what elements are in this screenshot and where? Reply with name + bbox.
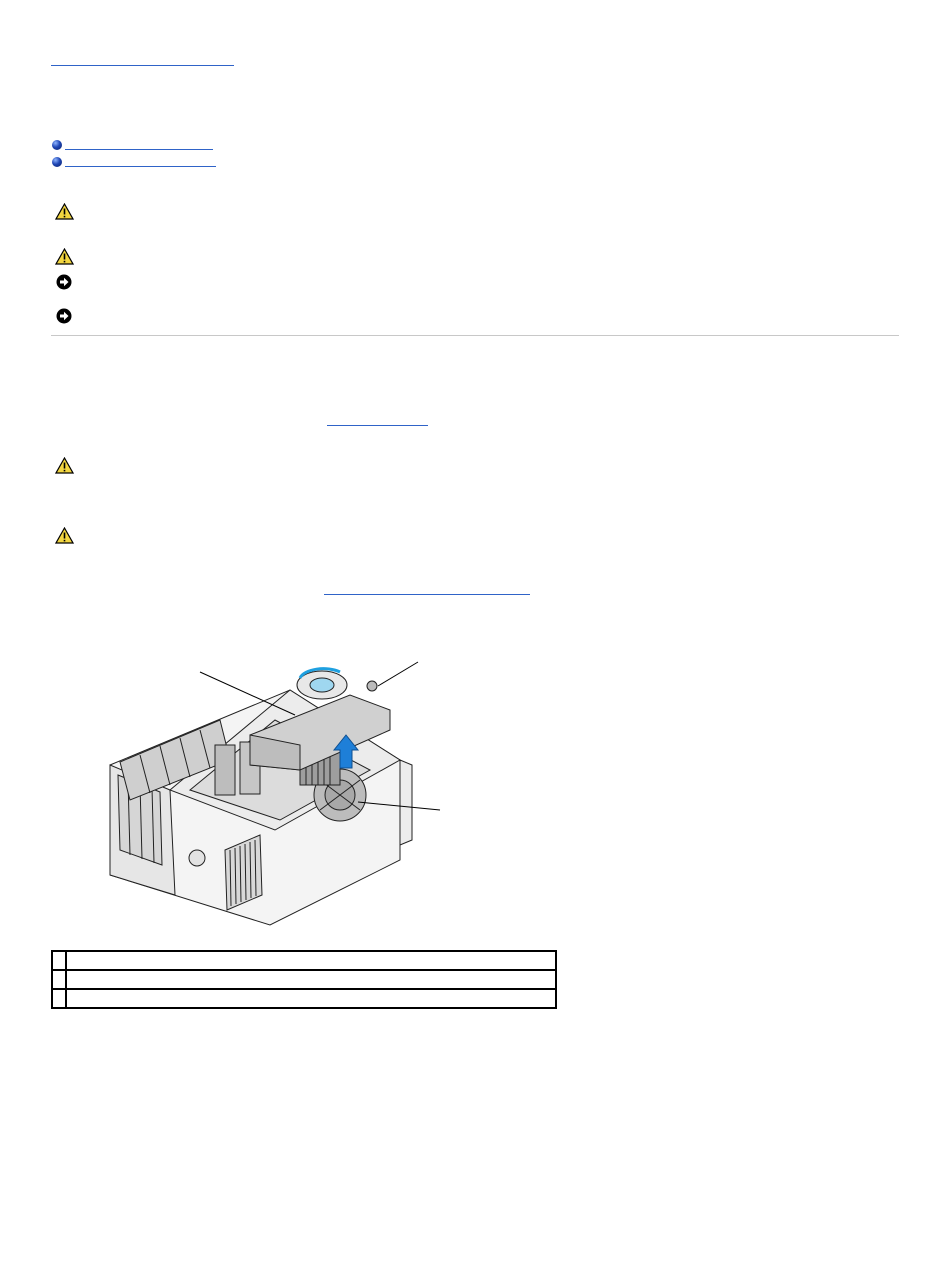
notice-icon [56, 308, 72, 324]
callout-number-cell [52, 951, 66, 970]
top-link[interactable] [51, 65, 234, 66]
caution-icon [55, 457, 74, 474]
toc-link-1[interactable] [65, 149, 213, 150]
bullet-icon [52, 140, 62, 150]
chassis-illustration [100, 650, 470, 930]
callout-number-cell [52, 989, 66, 1008]
caution-icon [55, 527, 74, 544]
caution-icon [55, 203, 74, 220]
toc-link-2[interactable] [65, 166, 216, 167]
table-row [52, 970, 556, 989]
callout-legend-table [51, 950, 557, 1009]
section-divider [51, 335, 899, 336]
bullet-icon [52, 157, 62, 167]
inline-link-1[interactable] [327, 425, 428, 426]
table-row [52, 989, 556, 1008]
callout-label-cell [66, 970, 556, 989]
callout-number-cell [52, 970, 66, 989]
table-row [52, 951, 556, 970]
inline-link-2[interactable] [324, 594, 530, 595]
caution-icon [55, 248, 74, 265]
callout-label-cell [66, 989, 556, 1008]
callout-label-cell [66, 951, 556, 970]
notice-icon [56, 274, 72, 290]
